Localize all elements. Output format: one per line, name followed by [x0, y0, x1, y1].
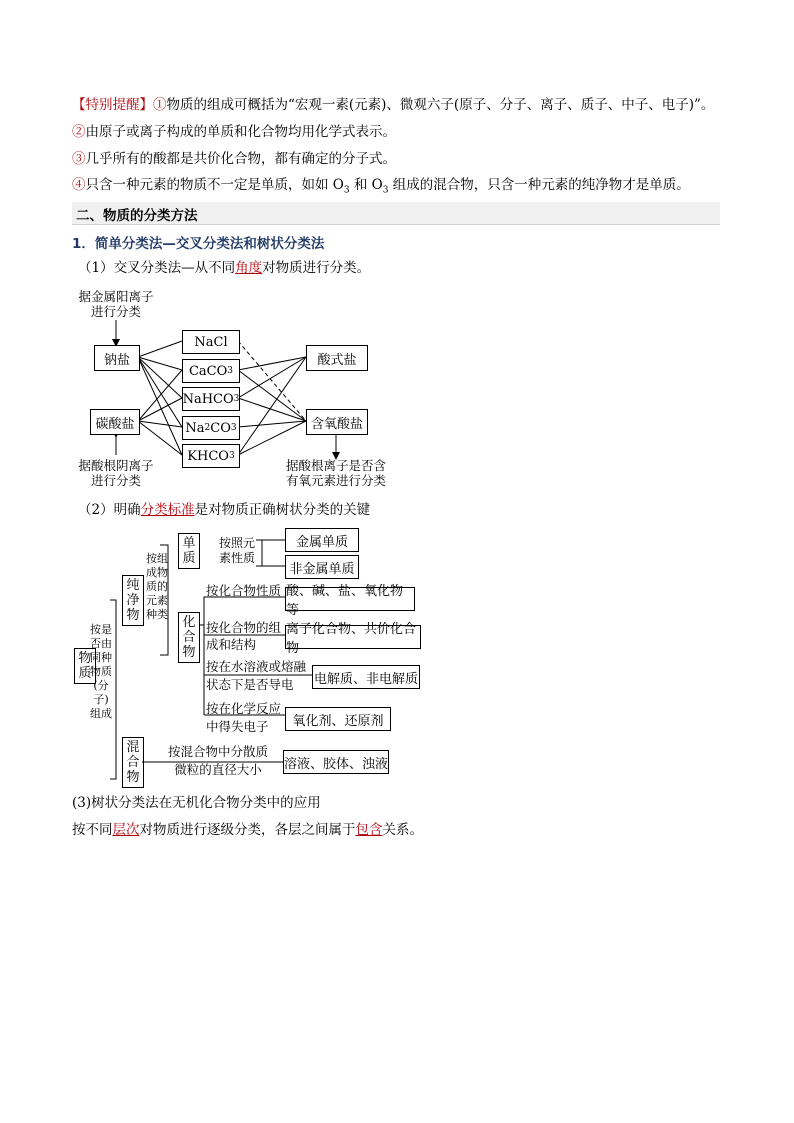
khco3-label: KHCO: [187, 448, 229, 464]
tree-root-criterion: [90, 623, 112, 721]
tree-intro-a: （2）明确: [78, 502, 141, 518]
p4-underline-2: 包含: [355, 822, 383, 838]
pure-crit-5: 种类: [146, 608, 168, 621]
pure-char-3: 物: [126, 608, 140, 623]
tree-node-pure-substance: [122, 575, 144, 626]
compound-crit-4-l1: 按在化学反应: [206, 701, 282, 716]
cross-top-note-2: 进行分类: [90, 304, 141, 319]
caco3-label: CaCO: [188, 363, 228, 379]
tree-leaf-ionic-covalent: 离子化合物、共价化合物: [285, 625, 421, 649]
nahco3-sub: 3: [233, 394, 240, 404]
compound-crit-4: [206, 700, 281, 736]
root-crit-6: 组成: [90, 707, 112, 720]
mixture-crit-2: 微粒的直径大小: [174, 762, 262, 777]
element-char-1: 单: [182, 536, 196, 551]
tree-leaf-oxidant-reductant: 氧化剂、还原剂: [285, 707, 391, 731]
note-tag: 【特别提醒】: [72, 97, 153, 113]
cross-box-sodium-salt: 钠盐: [94, 345, 140, 371]
khco3-sub: 3: [228, 451, 235, 461]
compound-crit-3-l1: 按在水溶液或熔融: [206, 659, 307, 674]
note-4-sub-2: 3: [382, 185, 389, 196]
pure-crit-1: 按组: [146, 552, 168, 565]
note-4-text-b: 和 O: [349, 177, 383, 193]
tree-mixture-criterion: [158, 743, 278, 779]
p4-underline-1: 层次: [112, 822, 140, 838]
tree-node-element: [178, 533, 200, 569]
compound-crit-3: [206, 658, 306, 694]
compound-crit-3-l2: 状态下是否导电: [206, 677, 294, 692]
note-2-mark: ②: [72, 124, 86, 140]
mixture-char-3: 物: [126, 770, 140, 785]
tree-leaf-electrolyte: 电解质、非电解质: [312, 665, 420, 689]
cross-intro-b: 对物质进行分类。: [262, 260, 371, 276]
compound-char-1: 化: [182, 615, 196, 630]
tree-leaf-solution-colloid-suspension: 溶液、胶体、浊液: [283, 750, 389, 774]
mixture-char-2: 合: [126, 755, 140, 770]
tree-node-mixture: [122, 737, 144, 788]
p4-c: 关系。: [382, 822, 423, 838]
tree-leaf-nonmetal-element: 非金属单质: [285, 555, 359, 579]
note-2-text: 由原子或离子构成的单质和化合物均用化学式表示。: [85, 124, 396, 140]
root-crit-1: 按是: [90, 623, 112, 636]
cross-bottom-note-2: 进行分类: [90, 473, 141, 488]
tree-root-char-1: 物: [78, 651, 92, 666]
na2co3-label-b: CO: [210, 420, 231, 436]
cross-box-oxysalt: 含氧酸盐: [306, 409, 368, 435]
tree-leaf-metal-element: 金属单质: [285, 528, 359, 552]
pure-char-1: 纯: [126, 578, 140, 593]
root-crit-3: 同种: [90, 651, 112, 664]
note-1-mark: ①: [153, 97, 167, 113]
cross-intro-underline: 角度: [235, 260, 263, 276]
na2co3-label-a: Na: [185, 420, 205, 436]
subsection-title: 1．简单分类法—交叉分类法和树状分类法: [72, 236, 325, 252]
root-crit-4: 物质: [90, 665, 112, 678]
compound-char-3: 物: [182, 645, 196, 660]
cross-box-carbonate: 碳酸盐: [90, 409, 140, 435]
root-crit-2: 否由: [90, 637, 112, 650]
p4-a: 按不同: [72, 822, 113, 838]
cross-top-note-1: 据金属阳离子: [78, 289, 154, 304]
mixture-char-1: 混: [126, 740, 140, 755]
pure-crit-2: 成物: [146, 566, 168, 579]
tree-root-char-2: 质: [78, 666, 92, 681]
cross-right-note-2: 有氧元素进行分类: [285, 473, 386, 488]
cross-intro-a: （1）交叉分类法—从不同: [78, 260, 236, 276]
note-3-text: 几乎所有的酸都是共价化合物，都有确定的分子式。: [85, 151, 396, 167]
p4-b: 对物质进行逐级分类，各层之间属于: [139, 822, 356, 838]
element-crit-1: 按照元: [218, 536, 255, 550]
tree-node-compound: [178, 612, 200, 663]
note-3-mark: ③: [72, 151, 86, 167]
pure-char-2: 净: [126, 593, 140, 608]
note-4-text-c: 组成的混合物，只含一种元素的纯净物才是单质。: [388, 177, 690, 193]
note-4-mark: ④: [72, 177, 86, 193]
compound-crit-2-l2: 成和结构: [206, 637, 257, 652]
cross-right-note-1: 据酸根离子是否含: [285, 458, 386, 473]
section-title: 二、物质的分类方法: [76, 208, 198, 224]
compound-crit-2: [206, 619, 281, 653]
compound-crit-1: [206, 583, 281, 598]
nahco3-label: NaHCO: [182, 391, 234, 407]
pure-crit-3: 质的: [146, 580, 168, 593]
caco3-sub: 3: [227, 366, 234, 376]
note-1-text: 物质的组成可概括为“宏观一素(元素)、微观六子(原子、分子、离子、质子、中子、电子)”。: [166, 97, 715, 113]
tree-leaf-acid-base-salt-oxide: 酸、碱、盐、氧化物等: [285, 587, 415, 611]
cross-bottom-note-1: 据酸根阴离子: [78, 458, 154, 473]
paragraph-tree-application: (3)树状分类法在无机化合物分类中的应用: [72, 795, 321, 811]
na2co3-sub-a: 2: [204, 423, 211, 433]
paragraph-layered-classification: [72, 820, 423, 840]
tree-intro-b: 是对物质正确树状分类的关键: [194, 502, 371, 518]
cross-box-acid-salt: 酸式盐: [306, 345, 368, 371]
tree-intro-underline: 分类标准: [140, 502, 195, 518]
compound-char-2: 合: [182, 630, 196, 645]
element-crit-2: 素性质: [218, 551, 255, 565]
tree-pure-criterion: [146, 552, 168, 622]
note-4-text-a: 只含一种元素的物质不一定是单质，如如 O: [85, 177, 344, 193]
na2co3-sub-b: 3: [230, 423, 237, 433]
element-char-2: 质: [182, 551, 196, 566]
nacl-label: NaCl: [194, 334, 228, 350]
root-crit-5: (分子): [93, 679, 109, 706]
compound-crit-1-l1: 按化合物性质: [206, 583, 282, 598]
mixture-crit-1: 按混合物中分散质: [167, 744, 268, 759]
pure-crit-4: 元素: [146, 594, 168, 607]
compound-crit-2-l1: 按化合物的组: [206, 620, 282, 635]
compound-crit-4-l2: 中得失电子: [206, 719, 269, 734]
note-4-sub-1: 3: [343, 185, 350, 196]
tree-element-criterion: [212, 536, 262, 566]
